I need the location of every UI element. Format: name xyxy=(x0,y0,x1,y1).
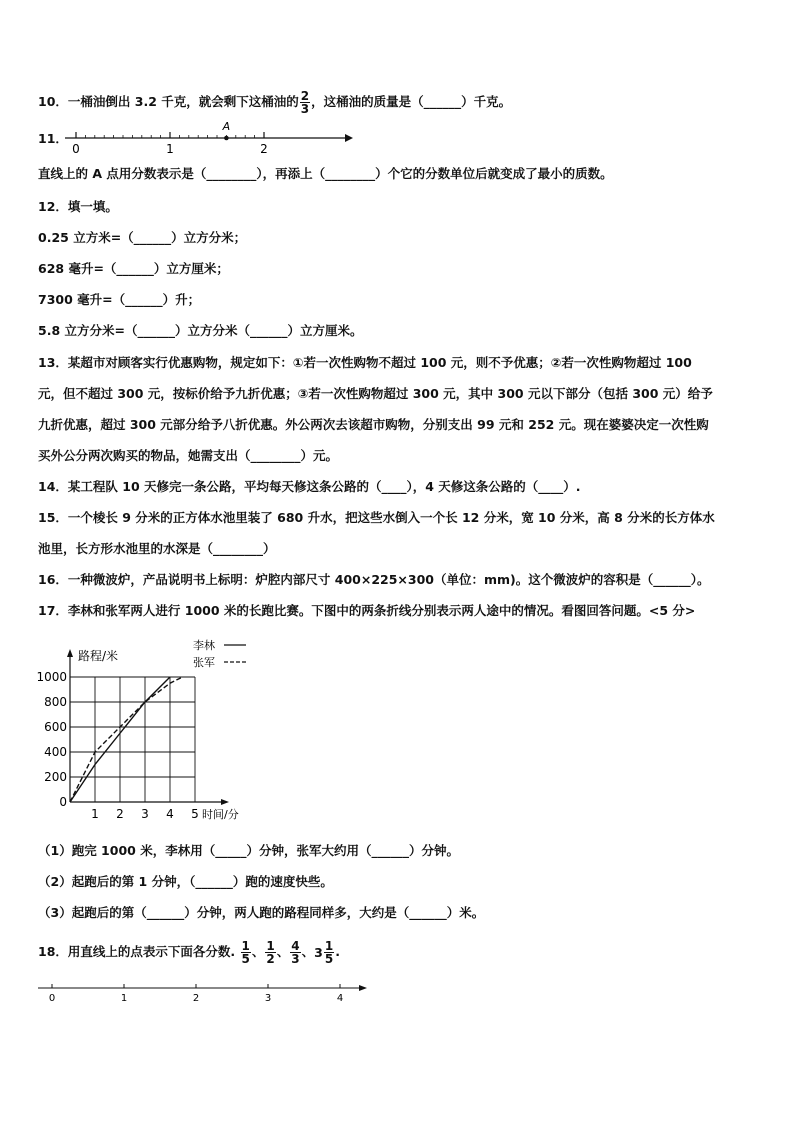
y-tick-label: 0 xyxy=(59,795,67,809)
q11-point-label: A xyxy=(222,120,231,133)
q18-tick-label: 0 xyxy=(48,993,56,1004)
question-10 xyxy=(38,90,511,115)
q11-number-line xyxy=(60,118,360,158)
q18-mixed-den: 5 xyxy=(324,952,334,966)
chart-series xyxy=(70,677,183,802)
q18-end: . xyxy=(335,944,340,959)
q11-minor-ticks xyxy=(76,132,264,138)
q17-sub-2: （2）起跑后的第 1 分钟，（______）跑的速度快些。 xyxy=(38,874,333,889)
q18-mixed-number xyxy=(314,939,335,967)
question-17: 17．李林和张军两人进行 1000 米的长跑比赛。下图中的两条折线分别表示两人途中的情况。看图回答问题。<5 分> xyxy=(38,603,696,618)
q15-line-2: 池里，长方形水池里的水深是（________） xyxy=(38,541,276,556)
q13-line-1: 13．某超市对顾客实行优惠购物，规定如下：①若一次性购物不超过 100 元，则不予优惠；②若一次性购物超过 100 xyxy=(38,355,692,370)
y-tick-label: 200 xyxy=(44,770,67,784)
q11-tick-1: 1 xyxy=(166,142,174,156)
q18-tick-label: 3 xyxy=(264,993,272,1004)
y-tick-label: 400 xyxy=(44,745,67,759)
q18-tick-label: 4 xyxy=(336,993,344,1004)
q18-frac-1 xyxy=(241,940,251,965)
q17-line-chart xyxy=(30,628,260,828)
question-14: 14．某工程队 10 天修完一条公路，平均每天修这条公路的（____），4 天修这条公路的（____）. xyxy=(38,479,581,494)
chart-x-axis-label: 时间/分 xyxy=(202,808,239,821)
q12-item-3: 7300 毫升=（______）升； xyxy=(38,292,201,307)
chart-legend xyxy=(193,638,246,669)
q18-frac-1-den: 5 xyxy=(241,952,250,966)
chart-y-axis-label: 路程/米 xyxy=(78,649,119,663)
q18-ticks xyxy=(49,984,343,1004)
q12-item-1: 0.25 立方米=（______）立方分米； xyxy=(38,230,247,245)
q18-tick-label: 1 xyxy=(120,993,128,1004)
q18-arrow xyxy=(359,985,367,991)
q11-point-a xyxy=(224,136,229,141)
q18-mixed-num: 1 xyxy=(324,939,334,953)
y-tick-label: 800 xyxy=(44,695,67,709)
q18-sep-1: 、 xyxy=(251,944,265,959)
q17-sub-3: （3）起跑后的第（______）分钟，两人跑的路程同样多，大约是（______）米。 xyxy=(38,905,485,920)
q18-mixed-whole: 3 xyxy=(314,944,323,960)
q11-arrow xyxy=(345,134,353,142)
q13-line-4: 买外公分两次购买的物品，她需支出（________）元。 xyxy=(38,448,339,463)
x-tick-label: 5 xyxy=(191,807,199,821)
y-tick-label: 600 xyxy=(44,720,67,734)
q18-frac-1-num: 1 xyxy=(241,939,250,953)
q18-tick-label: 2 xyxy=(192,993,200,1004)
q11-text: 直线上的 A 点用分数表示是（________），再添上（________）个它的分数单位后就变成了最小的质数。 xyxy=(38,166,613,181)
q11-number: 11． xyxy=(38,131,68,146)
q13-line-2: 元，但不超过 300 元，按标价给予九折优惠；③若一次性购物超过 300 元，其中 300 元以下部分（包括 300 元）给予 xyxy=(38,386,713,401)
x-tick-label: 3 xyxy=(141,807,149,821)
y-axis-arrow xyxy=(67,649,73,657)
x-axis-arrow xyxy=(221,799,229,805)
q18-frac-3 xyxy=(290,940,300,965)
q18-sep-3: 、 xyxy=(301,944,315,959)
q12-item-4: 5.8 立方分米=（______）立方分米（______）立方厘米。 xyxy=(38,323,363,338)
q18-frac-2-den: 2 xyxy=(266,952,275,966)
q17-sub-1: （1）跑完 1000 米，李林用（_____）分钟，张军大约用（______）分钟。 xyxy=(38,843,459,858)
x-tick-label: 1 xyxy=(91,807,99,821)
q18-number-line xyxy=(36,978,376,1008)
q11-tick-2: 2 xyxy=(260,142,268,156)
q18-frac-3-den: 3 xyxy=(291,952,300,966)
q18-frac-2-num: 1 xyxy=(266,939,275,953)
legend-label-zhang-jun: 张军 xyxy=(193,656,215,669)
x-tick-label: 4 xyxy=(166,807,174,821)
question-18 xyxy=(38,938,340,967)
q12-item-2: 628 毫升=（______）立方厘米； xyxy=(38,261,229,276)
y-tick-label: 1000 xyxy=(36,670,67,684)
q10-suffix: ，这桶油的质量是（______）千克。 xyxy=(311,94,512,109)
q10-fraction xyxy=(300,90,310,115)
q18-frac-2 xyxy=(265,940,275,965)
q13-line-3: 九折优惠，超过 300 元部分给予八折优惠。外公两次去该超市购物，分别支出 99 元和 252 元。现在婆婆决定一次性购 xyxy=(38,417,709,432)
question-16: 16．一种微波炉，产品说明书上标明：炉腔内部尺寸 400×225×300（单位：mm)。这个微波炉的容积是（______）。 xyxy=(38,572,710,587)
legend-label-li-lin: 李林 xyxy=(193,639,215,652)
q12-title: 12．填一填。 xyxy=(38,199,118,214)
q18-sep-2: 、 xyxy=(276,944,290,959)
q18-prefix: 18．用直线上的点表示下面各分数. xyxy=(38,944,236,959)
q10-frac-den: 3 xyxy=(300,102,310,116)
q11-tick-0: 0 xyxy=(72,142,80,156)
q10-frac-num: 2 xyxy=(300,89,310,103)
q10-prefix: 10．一桶油倒出 3.2 千克，就会剩下这桶油的 xyxy=(38,94,299,109)
chart-tick-labels xyxy=(36,670,198,821)
x-tick-label: 2 xyxy=(116,807,124,821)
chart-grid xyxy=(67,649,229,805)
series-line-zhang-jun xyxy=(70,677,183,802)
q15-line-1: 15．一个棱长 9 分米的正方体水池里装了 680 升水，把这些水倒入一个长 12 分米，宽 10 分米，高 8 分米的长方体水 xyxy=(38,510,715,525)
q18-frac-3-num: 4 xyxy=(291,939,300,953)
